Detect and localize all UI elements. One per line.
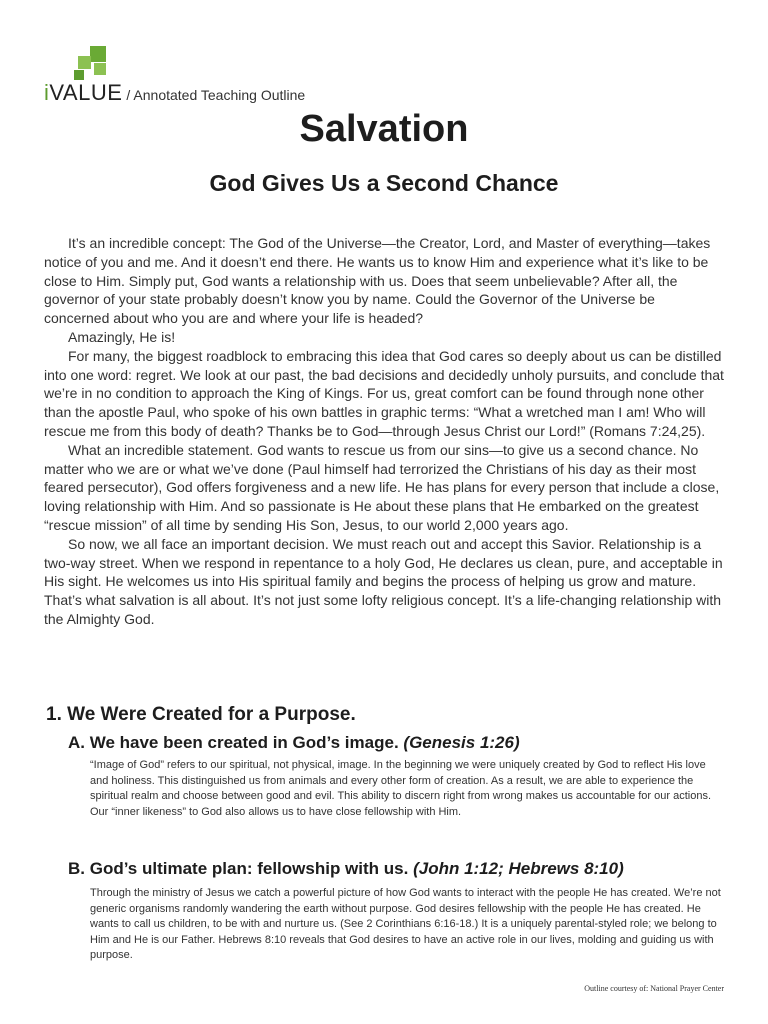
- subsection-b-title: B. God’s ultimate plan: fellowship with us.: [68, 859, 409, 878]
- subsection-a-reference: (Genesis 1:26): [403, 733, 520, 752]
- subsection-a-body: “Image of God” refers to our spiritual, not physical, image. In the beginning we were uniquely created by God to reflect His love and holiness. This distinguished us from animals and every other form of creation. As a result, we are able to experience the spiritual realm and choose between good and evil. This ability to discern right from wrong makes us accountable for our actions. Our “inner likeness” to God also allows us to have close fellowship with Him.: [90, 759, 712, 818]
- subsection-b-reference: (John 1:12; Hebrews 8:10): [413, 859, 624, 878]
- page-subtitle: God Gives Us a Second Chance: [209, 170, 559, 196]
- outline-credit: Outline courtesy of: National Prayer Center: [584, 984, 724, 993]
- intro-paragraph-3: For many, the biggest roadblock to embracing this idea that God cares so deeply about us can be distilled into one word: regret. We look at our past, the bad decisions and decidedly unholy pursuits, and conclude that we’re in no condition to approach the King of Kings. For us, great comfort can be found through none other than the apostle Paul, who spoke of his own battles in graphic terms: “What a wretched man I am! Who will rescue me from this body of death? Thanks be to God—through Jesus Christ our Lord!” (Romans 7:24,25).: [44, 347, 724, 439]
- logo-row: [44, 80, 305, 106]
- logo-squares-icon: [72, 44, 112, 84]
- subsection-a-title: A. We have been created in God’s image.: [68, 733, 399, 752]
- brand-name: iVALUE: [44, 80, 123, 105]
- ivalue-logo: [44, 44, 364, 104]
- subsection-b-heading: [68, 859, 624, 879]
- intro-text: [44, 234, 724, 629]
- page-title: Salvation: [299, 108, 469, 150]
- intro-paragraph-5: So now, we all face an important decision. We must reach out and accept this Savior. Relationship is a two-way street. When we respond in repentance to a holy God, He declares us clean, pure, and acceptable in His sight. He welcomes us into His spiritual family and begins the process of helping us grow and mature. That’s what salvation is all about. It’s not just some lofty religious concept. It’s a life-changing relationship with the Almighty God.: [44, 535, 723, 627]
- intro-paragraph-1: It’s an incredible concept: The God of the Universe—the Creator, Lord, and Master of everything—takes notice of you and me. And it doesn’t end there. He wants us to know Him and experience what it’s like to be close to Him. Simply put, God wants a relationship with us. Does that seem unbelievable? After all, the governor of your state probably doesn’t know you by name. Could the Governor of the Universe be concerned about who you are and where your life is headed?: [44, 235, 711, 327]
- intro-paragraph-4: What an incredible statement. God wants to rescue us from our sins—to give us a second chance. No matter who we are or what we’ve done (Paul himself had terrorized the Christians of his day as their most feared persecutor), God offers forgiveness and a new life. He has plans for every person that include a close, loving relationship with Him. And so passionate is He about these plans that He embarked on the greatest “rescue mission” of all time by sending His Son, Jesus, to our world 2,000 years ago.: [44, 441, 720, 533]
- intro-paragraph-2: Amazingly, He is!: [68, 328, 176, 345]
- tagline: / Annotated Teaching Outline: [126, 87, 306, 103]
- subsection-b-body: Through the ministry of Jesus we catch a powerful picture of how God wants to interact with the people He has created. We’re not generic organisms randomly wandering the earth without purpose. God desires fellowship with the people He has created. He wants to call us children, to be with and nurture us. (See 2 Corinthians 6:16-18.) It is a uniquely parental-styled role; we belong to Him and He is our Father. Hebrews 8:10 reveals that God desires to have an active role in our lives, molding and guiding us with purpose.: [90, 887, 721, 962]
- section-heading: 1. We Were Created for a Purpose.: [46, 704, 356, 725]
- subsection-a-heading: [68, 733, 520, 753]
